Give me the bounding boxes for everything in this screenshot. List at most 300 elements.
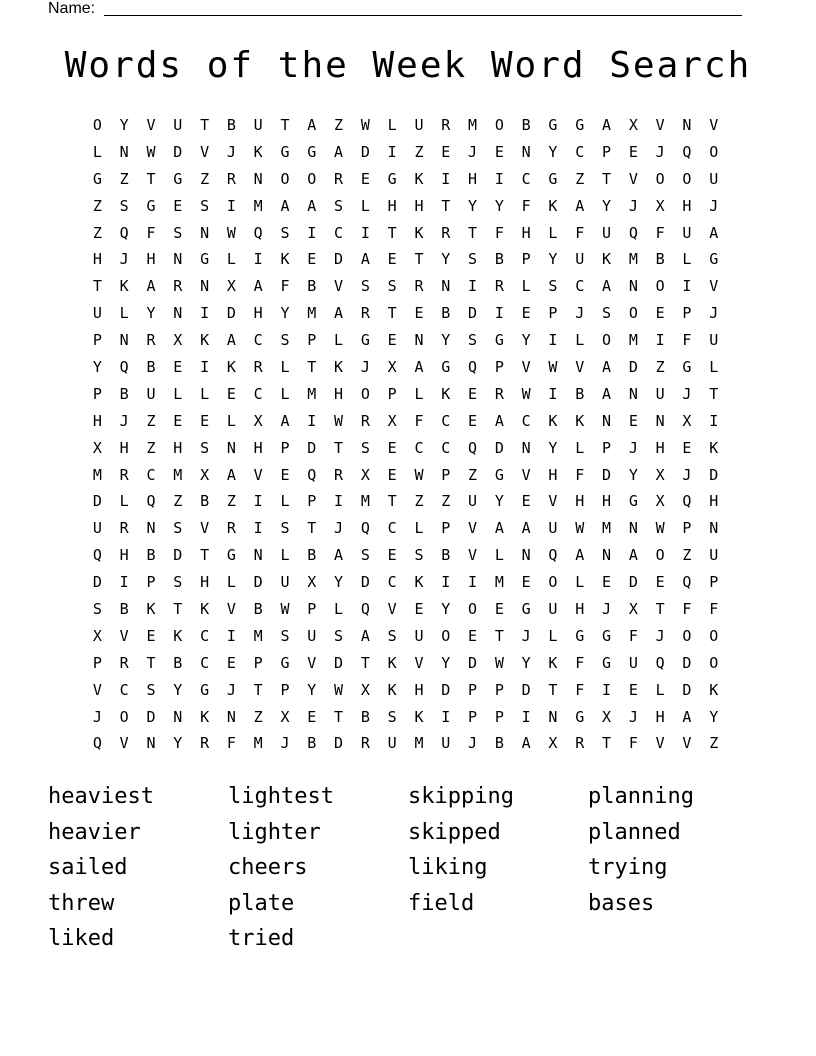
grid-letter: H: [414, 196, 424, 215]
grid-letter: S: [119, 196, 129, 215]
grid-letter: X: [92, 438, 102, 457]
grid-letter: J: [682, 465, 692, 484]
grid-letter: P: [307, 492, 317, 511]
grid-letter: U: [92, 304, 102, 323]
name-underline: [104, 15, 742, 16]
grid-letter: E: [200, 411, 210, 430]
grid-letter: H: [146, 250, 156, 269]
grid-letter: F: [628, 626, 638, 645]
grid-letter: I: [441, 169, 451, 188]
grid-letter: I: [709, 411, 719, 430]
grid-letter: T: [200, 116, 210, 134]
grid-letter: A: [360, 626, 370, 645]
grid-letter: M: [628, 331, 638, 350]
grid-letter: Z: [92, 196, 102, 215]
grid-letter: A: [280, 411, 290, 430]
grid-letter: T: [655, 600, 665, 619]
grid-letter: V: [200, 142, 210, 161]
grid-letter: P: [494, 707, 504, 726]
grid-letter: P: [468, 707, 478, 726]
grid-row: [84, 139, 727, 166]
grid-letter: Q: [307, 465, 317, 484]
grid-row: [84, 704, 727, 731]
grid-letter: C: [119, 680, 129, 699]
grid-letter: J: [655, 626, 665, 645]
grid-letter: X: [387, 411, 397, 430]
grid-letter: Y: [521, 653, 531, 672]
grid-letter: O: [655, 169, 665, 188]
grid-letter: J: [226, 680, 236, 699]
grid-letter: V: [682, 734, 692, 753]
grid-letter: W: [280, 600, 290, 619]
grid-row: [84, 273, 727, 300]
grid-letter: K: [414, 707, 424, 726]
grid-letter: U: [307, 626, 317, 645]
grid-letter: X: [307, 573, 317, 592]
grid-letter: B: [226, 116, 236, 134]
grid-letter: E: [628, 142, 638, 161]
grid-row: [84, 462, 727, 489]
grid-letter: J: [360, 358, 370, 377]
grid-letter: A: [280, 196, 290, 215]
grid-letter: R: [146, 331, 156, 350]
grid-letter: J: [226, 142, 236, 161]
grid-letter: H: [119, 546, 129, 565]
grid-letter: P: [494, 358, 504, 377]
grid-letter: D: [521, 680, 531, 699]
grid-letter: G: [280, 653, 290, 672]
grid-letter: H: [575, 492, 585, 511]
grid-letter: H: [253, 438, 263, 457]
grid-letter: T: [602, 734, 612, 753]
grid-letter: P: [548, 304, 558, 323]
grid-letter: R: [334, 169, 344, 188]
grid-letter: W: [521, 384, 531, 403]
word-list-item: heaviest: [48, 784, 154, 809]
grid-letter: L: [280, 384, 290, 403]
grid-letter: S: [200, 196, 210, 215]
grid-letter: N: [119, 142, 129, 161]
grid-letter: M: [360, 492, 370, 511]
grid-letter: F: [280, 277, 290, 296]
grid-letter: G: [146, 196, 156, 215]
grid-letter: I: [200, 304, 210, 323]
grid-letter: A: [334, 304, 344, 323]
grid-letter: E: [494, 142, 504, 161]
grid-letter: L: [414, 519, 424, 538]
grid-letter: A: [575, 546, 585, 565]
grid-letter: S: [548, 277, 558, 296]
grid-letter: D: [360, 573, 370, 592]
grid-letter: N: [682, 116, 692, 134]
grid-letter: K: [575, 411, 585, 430]
grid-letter: S: [92, 600, 102, 619]
grid-letter: Q: [253, 223, 263, 242]
grid-letter: M: [253, 734, 263, 753]
grid-letter: I: [468, 277, 478, 296]
grid-letter: E: [173, 411, 183, 430]
grid-letter: N: [200, 223, 210, 242]
grid-letter: V: [387, 600, 397, 619]
grid-letter: Z: [575, 169, 585, 188]
grid-letter: B: [119, 384, 129, 403]
grid-letter: Z: [655, 358, 665, 377]
grid-letter: U: [709, 546, 719, 565]
grid-letter: N: [119, 331, 129, 350]
grid-letter: V: [468, 546, 478, 565]
grid-letter: X: [253, 411, 263, 430]
word-list-item: skipped: [408, 819, 501, 845]
grid-row: [84, 193, 727, 220]
grid-letter: K: [119, 277, 129, 296]
grid-row: [84, 435, 727, 462]
grid-letter: Q: [360, 600, 370, 619]
grid-letter: K: [200, 707, 210, 726]
grid-letter: O: [548, 573, 558, 592]
grid-letter: T: [334, 438, 344, 457]
grid-letter: D: [468, 304, 478, 323]
grid-letter: V: [146, 116, 156, 134]
grid-letter: R: [441, 116, 451, 134]
grid-letter: T: [387, 223, 397, 242]
grid-letter: A: [575, 196, 585, 215]
grid-letter: N: [146, 734, 156, 753]
grid-letter: S: [360, 438, 370, 457]
grid-letter: A: [414, 358, 424, 377]
grid-letter: Y: [119, 116, 129, 134]
grid-letter: F: [575, 223, 585, 242]
grid-letter: E: [414, 600, 424, 619]
grid-letter: C: [200, 626, 210, 645]
word-list-item: lightest: [228, 784, 334, 809]
grid-letter: N: [146, 519, 156, 538]
grid-letter: K: [441, 384, 451, 403]
grid-letter: A: [334, 546, 344, 565]
grid-letter: Z: [173, 492, 183, 511]
grid-letter: R: [226, 519, 236, 538]
grid-letter: P: [441, 465, 451, 484]
grid-letter: D: [334, 734, 344, 753]
word-list-item: liked: [48, 926, 115, 951]
grid-letter: I: [334, 492, 344, 511]
grid-letter: Z: [226, 492, 236, 511]
grid-letter: S: [414, 546, 424, 565]
grid-letter: U: [280, 573, 290, 592]
grid-letter: L: [548, 626, 558, 645]
grid-letter: X: [655, 492, 665, 511]
grid-letter: S: [360, 277, 370, 296]
grid-letter: B: [521, 116, 531, 134]
grid-letter: S: [602, 304, 612, 323]
grid-row: [84, 650, 727, 677]
grid-letter: Y: [521, 331, 531, 350]
grid-letter: G: [200, 680, 210, 699]
grid-letter: B: [360, 707, 370, 726]
grid-letter: D: [682, 653, 692, 672]
grid-letter: H: [92, 411, 102, 430]
word-list: [48, 779, 788, 957]
word-list-item: plate: [228, 890, 295, 916]
grid-letter: W: [414, 465, 424, 484]
grid-letter: K: [200, 600, 210, 619]
grid-letter: J: [280, 734, 290, 753]
grid-letter: A: [253, 277, 263, 296]
grid-letter: A: [602, 358, 612, 377]
grid-letter: O: [307, 169, 317, 188]
word-list-item: field: [408, 890, 475, 916]
grid-row: [84, 354, 727, 381]
grid-letter: M: [414, 734, 424, 753]
grid-letter: B: [307, 277, 317, 296]
grid-letter: T: [709, 384, 719, 403]
grid-letter: U: [414, 626, 424, 645]
grid-letter: K: [548, 411, 558, 430]
grid-letter: G: [360, 331, 370, 350]
grid-letter: S: [280, 223, 290, 242]
grid-letter: O: [92, 116, 102, 134]
grid-letter: A: [146, 277, 156, 296]
grid-letter: V: [655, 734, 665, 753]
grid-letter: N: [655, 411, 665, 430]
grid-letter: E: [280, 465, 290, 484]
grid-letter: K: [548, 653, 558, 672]
grid-letter: D: [628, 573, 638, 592]
grid-letter: B: [494, 734, 504, 753]
grid-letter: C: [441, 438, 451, 457]
grid-letter: T: [200, 546, 210, 565]
grid-letter: D: [468, 653, 478, 672]
grid-letter: Y: [548, 438, 558, 457]
grid-letter: E: [307, 250, 317, 269]
grid-letter: K: [173, 626, 183, 645]
grid-letter: E: [173, 196, 183, 215]
grid-letter: U: [682, 223, 692, 242]
grid-letter: G: [173, 169, 183, 188]
grid-letter: D: [146, 707, 156, 726]
grid-letter: V: [119, 734, 129, 753]
grid-letter: Q: [92, 734, 102, 753]
grid-letter: B: [119, 600, 129, 619]
grid-letter: N: [253, 169, 263, 188]
grid-letter: O: [602, 331, 612, 350]
grid-letter: Q: [548, 546, 558, 565]
grid-row: [84, 408, 727, 435]
grid-letter: D: [307, 438, 317, 457]
grid-letter: V: [414, 653, 424, 672]
grid-letter: T: [494, 626, 504, 645]
grid-letter: X: [628, 116, 638, 134]
grid-letter: X: [92, 626, 102, 645]
grid-letter: N: [173, 707, 183, 726]
grid-letter: H: [200, 573, 210, 592]
grid-letter: Q: [655, 653, 665, 672]
grid-letter: U: [709, 169, 719, 188]
grid-letter: V: [521, 465, 531, 484]
word-list-item: lighter: [228, 819, 321, 845]
grid-letter: R: [360, 734, 370, 753]
grid-letter: S: [468, 331, 478, 350]
grid-letter: T: [360, 653, 370, 672]
grid-letter: J: [468, 734, 478, 753]
grid-letter: C: [334, 223, 344, 242]
grid-letter: G: [602, 653, 612, 672]
grid-letter: B: [200, 492, 210, 511]
grid-letter: S: [468, 250, 478, 269]
grid-letter: Z: [253, 707, 263, 726]
grid-letter: S: [387, 277, 397, 296]
grid-letter: V: [226, 600, 236, 619]
grid-letter: H: [655, 707, 665, 726]
grid-letter: J: [334, 519, 344, 538]
word-list-item: cheers: [228, 855, 308, 880]
grid-letter: J: [709, 304, 719, 323]
grid-letter: U: [173, 116, 183, 134]
grid-letter: D: [92, 573, 102, 592]
grid-letter: X: [655, 196, 665, 215]
grid-letter: O: [360, 384, 370, 403]
grid-letter: F: [414, 411, 424, 430]
grid-letter: L: [414, 384, 424, 403]
grid-letter: V: [575, 358, 585, 377]
grid-letter: P: [521, 250, 531, 269]
grid-letter: C: [521, 169, 531, 188]
grid-letter: C: [200, 653, 210, 672]
grid-letter: E: [387, 331, 397, 350]
grid-letter: L: [387, 116, 397, 134]
grid-letter: P: [602, 142, 612, 161]
grid-letter: Z: [119, 169, 129, 188]
grid-letter: P: [307, 600, 317, 619]
grid-letter: G: [548, 169, 558, 188]
grid-letter: B: [307, 546, 317, 565]
grid-row: [84, 677, 727, 704]
grid-letter: Y: [494, 492, 504, 511]
grid-row: [84, 542, 727, 569]
grid-letter: S: [387, 626, 397, 645]
grid-letter: I: [200, 358, 210, 377]
word-list-item: sailed: [48, 855, 128, 880]
grid-row: [84, 166, 727, 193]
grid-letter: N: [173, 250, 183, 269]
grid-letter: C: [414, 438, 424, 457]
grid-row: [84, 327, 727, 354]
grid-letter: Q: [119, 223, 129, 242]
grid-letter: L: [682, 250, 692, 269]
grid-letter: P: [468, 680, 478, 699]
grid-letter: A: [602, 384, 612, 403]
grid-letter: H: [575, 600, 585, 619]
grid-letter: V: [521, 358, 531, 377]
grid-letter: L: [521, 277, 531, 296]
grid-letter: L: [334, 331, 344, 350]
grid-letter: A: [360, 250, 370, 269]
grid-letter: B: [307, 734, 317, 753]
grid-letter: F: [575, 465, 585, 484]
grid-letter: T: [92, 277, 102, 296]
grid-letter: J: [521, 626, 531, 645]
grid-letter: G: [709, 250, 719, 269]
grid-letter: E: [173, 358, 183, 377]
grid-letter: E: [441, 142, 451, 161]
grid-letter: L: [334, 600, 344, 619]
grid-letter: P: [253, 653, 263, 672]
grid-letter: N: [628, 277, 638, 296]
grid-letter: L: [280, 546, 290, 565]
grid-letter: I: [307, 223, 317, 242]
grid-row: [84, 381, 727, 408]
grid-letter: X: [200, 465, 210, 484]
grid-letter: O: [655, 277, 665, 296]
grid-letter: T: [468, 223, 478, 242]
word-list-item: planning: [588, 784, 694, 809]
grid-letter: M: [602, 519, 612, 538]
grid-letter: U: [253, 116, 263, 134]
grid-letter: Y: [280, 304, 290, 323]
grid-letter: L: [360, 196, 370, 215]
grid-letter: Z: [709, 734, 719, 753]
grid-letter: R: [414, 277, 424, 296]
grid-letter: S: [146, 680, 156, 699]
grid-letter: T: [334, 707, 344, 726]
word-list-item: threw: [48, 890, 115, 916]
grid-row: [84, 596, 727, 623]
grid-letter: W: [655, 519, 665, 538]
grid-letter: U: [146, 384, 156, 403]
grid-letter: A: [494, 411, 504, 430]
grid-letter: X: [602, 707, 612, 726]
grid-letter: C: [146, 465, 156, 484]
grid-letter: Z: [414, 492, 424, 511]
grid-letter: E: [468, 626, 478, 645]
grid-letter: F: [226, 734, 236, 753]
grid-letter: A: [521, 519, 531, 538]
grid-letter: N: [253, 546, 263, 565]
grid-letter: M: [253, 196, 263, 215]
grid-letter: H: [334, 384, 344, 403]
grid-letter: E: [468, 411, 478, 430]
grid-letter: C: [387, 573, 397, 592]
grid-letter: Y: [441, 250, 451, 269]
name-field: [48, 0, 748, 20]
grid-letter: J: [602, 600, 612, 619]
grid-letter: H: [548, 465, 558, 484]
grid-row: [84, 488, 727, 515]
grid-letter: X: [682, 411, 692, 430]
grid-letter: D: [173, 142, 183, 161]
grid-letter: A: [521, 734, 531, 753]
grid-letter: G: [682, 358, 692, 377]
grid-letter: Q: [682, 142, 692, 161]
grid-letter: E: [628, 680, 638, 699]
grid-letter: N: [226, 438, 236, 457]
grid-letter: A: [226, 465, 236, 484]
grid-letter: E: [602, 573, 612, 592]
grid-letter: I: [494, 169, 504, 188]
grid-letter: Y: [628, 465, 638, 484]
grid-letter: V: [307, 653, 317, 672]
grid-letter: D: [253, 573, 263, 592]
grid-letter: L: [548, 223, 558, 242]
grid-letter: J: [119, 411, 129, 430]
grid-letter: E: [521, 492, 531, 511]
grid-letter: Q: [682, 492, 692, 511]
grid-letter: A: [628, 546, 638, 565]
grid-letter: K: [280, 250, 290, 269]
grid-letter: E: [387, 438, 397, 457]
grid-letter: P: [441, 519, 451, 538]
grid-letter: M: [468, 116, 478, 134]
grid-letter: S: [280, 331, 290, 350]
